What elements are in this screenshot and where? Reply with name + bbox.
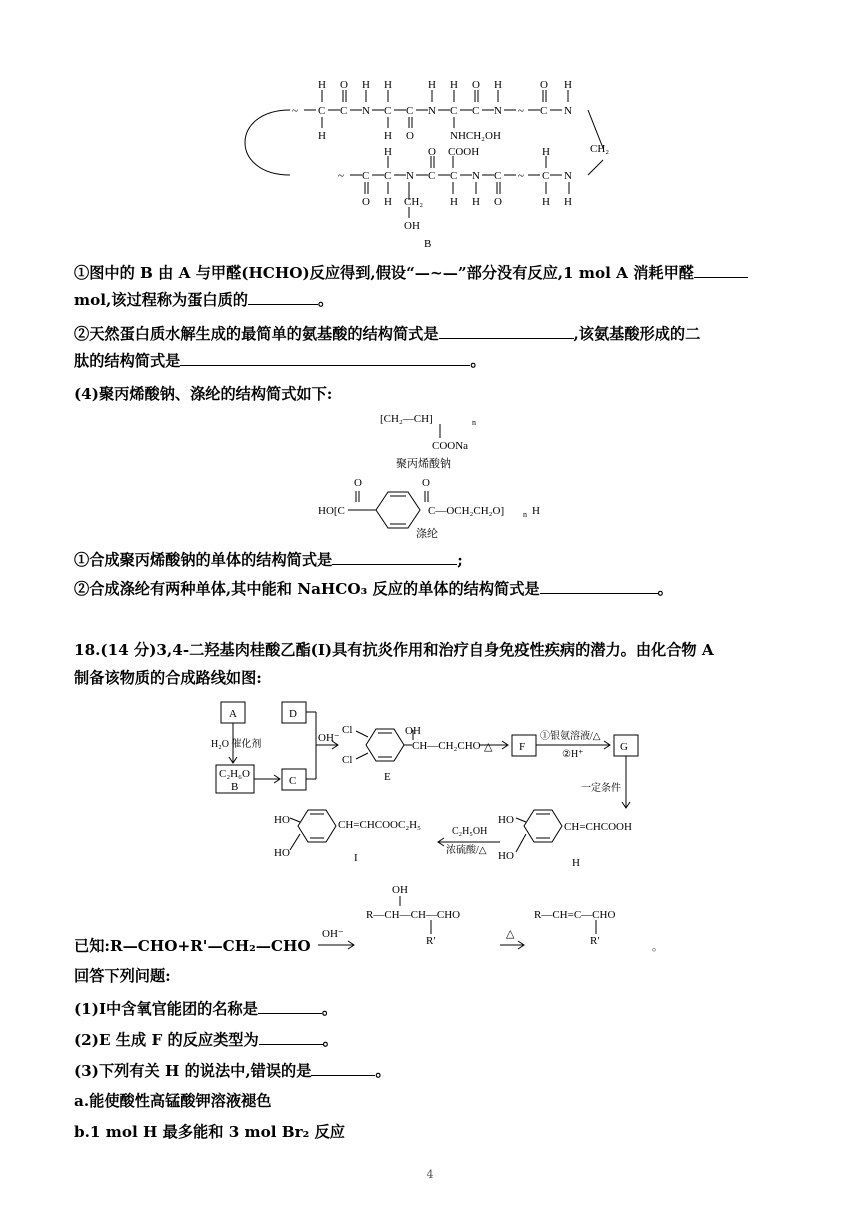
node-d: D — [289, 708, 297, 720]
svg-text:R—CH=C—CHO: R—CH=C—CHO — [534, 909, 616, 921]
svg-text:N: N — [564, 170, 572, 182]
questions-intro: 回答下列问题: — [74, 967, 171, 985]
svg-text:~: ~ — [292, 105, 298, 117]
option-b: b.1 mol H 最多能和 3 mol Br₂ 反应 — [74, 1123, 345, 1141]
conc-acid-label: 浓硫酸/△ — [446, 845, 487, 856]
svg-text:H: H — [564, 196, 572, 208]
q18-3-line: (3)下列有关 H 的说法中,错误的是 。 — [74, 1062, 391, 1080]
q3-2-line: ②天然蛋白质水解生成的最简单的氨基酸的结构简式是 ,该氨基酸形成的二 — [74, 325, 701, 343]
silver-ammonia-label: ①银氨溶液/△ — [540, 731, 601, 742]
svg-text:CH₂: CH₂ — [590, 143, 610, 155]
svg-text:N: N — [406, 170, 414, 182]
svg-text:C: C — [362, 170, 370, 182]
q3-1-line: ①图中的 B 由 A 与甲醛(HCHO)反应得到,假设“—~—”部分没有反应,1 mol A 消耗甲醛 — [74, 262, 748, 283]
svg-text:N: N — [428, 105, 436, 117]
svg-text:H: H — [318, 130, 326, 142]
svg-text:C: C — [384, 105, 392, 117]
q18-line2: 制备该物质的合成路线如图: — [74, 669, 262, 687]
svg-text:O: O — [540, 79, 548, 91]
svg-text:H: H — [542, 196, 550, 208]
svg-text:N: N — [494, 105, 502, 117]
svg-text:HO: HO — [498, 850, 514, 862]
q18-line1: 18.(14 分)3,4-二羟基肉桂酸乙酯(Ⅰ)具有抗炎作用和治疗自身免疫性疾病的潜力。由化合物 A — [74, 641, 714, 659]
node-f: F — [519, 741, 526, 753]
svg-text:CH=CHCOOH: CH=CHCOOH — [564, 821, 632, 833]
answer-blank[interactable] — [311, 1060, 375, 1076]
svg-text:H: H — [494, 79, 502, 91]
node-c: C — [289, 775, 297, 787]
svg-text:OH: OH — [405, 725, 421, 737]
q18-1-line: (1)Ⅰ中含氧官能团的名称是 。 — [74, 1000, 338, 1018]
svg-text:O: O — [340, 79, 348, 91]
svg-text:O: O — [494, 196, 502, 208]
q4-2-line: ②合成涤纶有两种单体,其中能和 NaHCO₃ 反应的单体的结构简式是 。 — [74, 580, 673, 598]
svg-text:N: N — [472, 170, 480, 182]
svg-text:H: H — [362, 79, 370, 91]
condition-label: 一定条件 — [581, 783, 621, 794]
svg-text:C: C — [542, 170, 550, 182]
svg-text:HO: HO — [274, 847, 290, 859]
option-a: a.能使酸性高锰酸钾溶液褪色 — [74, 1092, 272, 1110]
svg-text:O: O — [428, 146, 436, 158]
svg-text:~: ~ — [518, 105, 524, 117]
svg-text:O: O — [354, 477, 362, 489]
svg-text:COOH: COOH — [448, 146, 480, 158]
svg-text:N: N — [362, 105, 370, 117]
svg-text:C: C — [450, 105, 458, 117]
q3-1-line2: mol,该过程称为蛋白质的 。 — [74, 291, 334, 309]
svg-text:R′: R′ — [590, 935, 600, 947]
answer-blank[interactable] — [258, 998, 322, 1014]
svg-text:C: C — [318, 105, 326, 117]
svg-text:。: 。 — [652, 941, 663, 953]
svg-text:H: H — [472, 196, 480, 208]
svg-text:HO: HO — [274, 814, 290, 826]
svg-text:~: ~ — [518, 170, 524, 182]
svg-text:C: C — [340, 105, 348, 117]
svg-text:OH⁻: OH⁻ — [322, 928, 344, 940]
svg-text:NHCH₂OH: NHCH₂OH — [450, 130, 501, 142]
svg-text:H: H — [384, 79, 392, 91]
svg-text:H: H — [384, 146, 392, 158]
svg-text:C: C — [406, 105, 414, 117]
svg-text:n: n — [472, 418, 476, 427]
svg-text:HO: HO — [498, 814, 514, 826]
svg-text:~: ~ — [338, 170, 344, 182]
svg-text:C: C — [472, 105, 480, 117]
svg-text:△: △ — [506, 928, 515, 940]
h2o-catalyst-label: H₂O 催化剂 — [211, 739, 262, 750]
node-h: H — [572, 857, 580, 869]
page-number: 4 — [426, 1168, 434, 1181]
svg-text:OH: OH — [404, 220, 420, 232]
delta-label: △ — [484, 741, 493, 753]
q4-title: (4)聚丙烯酸钠、涤纶的结构简式如下: — [74, 385, 333, 403]
node-a: A — [229, 708, 237, 720]
svg-text:COONa: COONa — [432, 440, 469, 452]
protein-label: B — [424, 238, 432, 250]
oh-minus-label: OH⁻ — [318, 732, 340, 744]
svg-text:R—CH—CH—CHO: R—CH—CH—CHO — [366, 909, 461, 921]
svg-text:C: C — [540, 105, 548, 117]
answer-blank[interactable] — [259, 1029, 323, 1045]
q3-2-line2: 肽的结构简式是 。 — [74, 352, 486, 370]
q4-1-line: ①合成聚丙烯酸钠的单体的结构简式是 ; — [74, 551, 463, 569]
svg-text:H: H — [428, 79, 436, 91]
svg-text:O: O — [362, 196, 370, 208]
svg-text:O: O — [422, 477, 430, 489]
svg-text:H: H — [450, 196, 458, 208]
node-i: I — [354, 852, 358, 864]
svg-text:C: C — [494, 170, 502, 182]
node-e: E — [384, 771, 391, 783]
known-reaction: 已知:R—CHO+R'—CH₂—CHO — [74, 937, 311, 955]
svg-text:H: H — [532, 505, 540, 517]
svg-text:H: H — [542, 146, 550, 158]
c2h6o-label: C₂H₆O — [219, 768, 250, 780]
svg-text:C: C — [384, 170, 392, 182]
svg-text:H: H — [384, 130, 392, 142]
svg-text:O: O — [472, 79, 480, 91]
ethanol-label: C₂H₅OH — [452, 826, 488, 837]
svg-text:C: C — [428, 170, 436, 182]
q18-2-line: (2)E 生成 F 的反应类型为 。 — [74, 1031, 338, 1049]
svg-text:CH=CHCOOC₂H₅: CH=CHCOOC₂H₅ — [338, 819, 421, 831]
svg-text:N: N — [564, 105, 572, 117]
node-g: G — [620, 741, 628, 753]
svg-text:C: C — [450, 170, 458, 182]
svg-text:H: H — [564, 79, 572, 91]
svg-text:CH₂: CH₂ — [404, 196, 424, 208]
svg-text:CH—CH₂CHO: CH—CH₂CHO — [412, 740, 481, 752]
svg-text:Cl: Cl — [342, 754, 353, 766]
node-b: B — [231, 781, 239, 793]
polyacrylate-label: 聚丙烯酸钠 — [396, 458, 451, 470]
svg-text:HO[C: HO[C — [318, 505, 345, 517]
polyester-label: 涤纶 — [416, 528, 438, 540]
svg-text:C—OCH₂CH₂O]: C—OCH₂CH₂O] — [428, 505, 505, 517]
svg-text:OH: OH — [392, 884, 408, 896]
svg-text:H: H — [450, 79, 458, 91]
h-plus-label: ②H⁺ — [562, 749, 584, 760]
svg-text:[CH₂—CH]: [CH₂—CH] — [380, 413, 433, 425]
svg-text:R′: R′ — [426, 935, 436, 947]
svg-text:Cl: Cl — [342, 724, 353, 736]
svg-text:n: n — [523, 510, 527, 519]
svg-text:H: H — [384, 196, 392, 208]
svg-text:H: H — [318, 79, 326, 91]
svg-text:O: O — [406, 130, 414, 142]
